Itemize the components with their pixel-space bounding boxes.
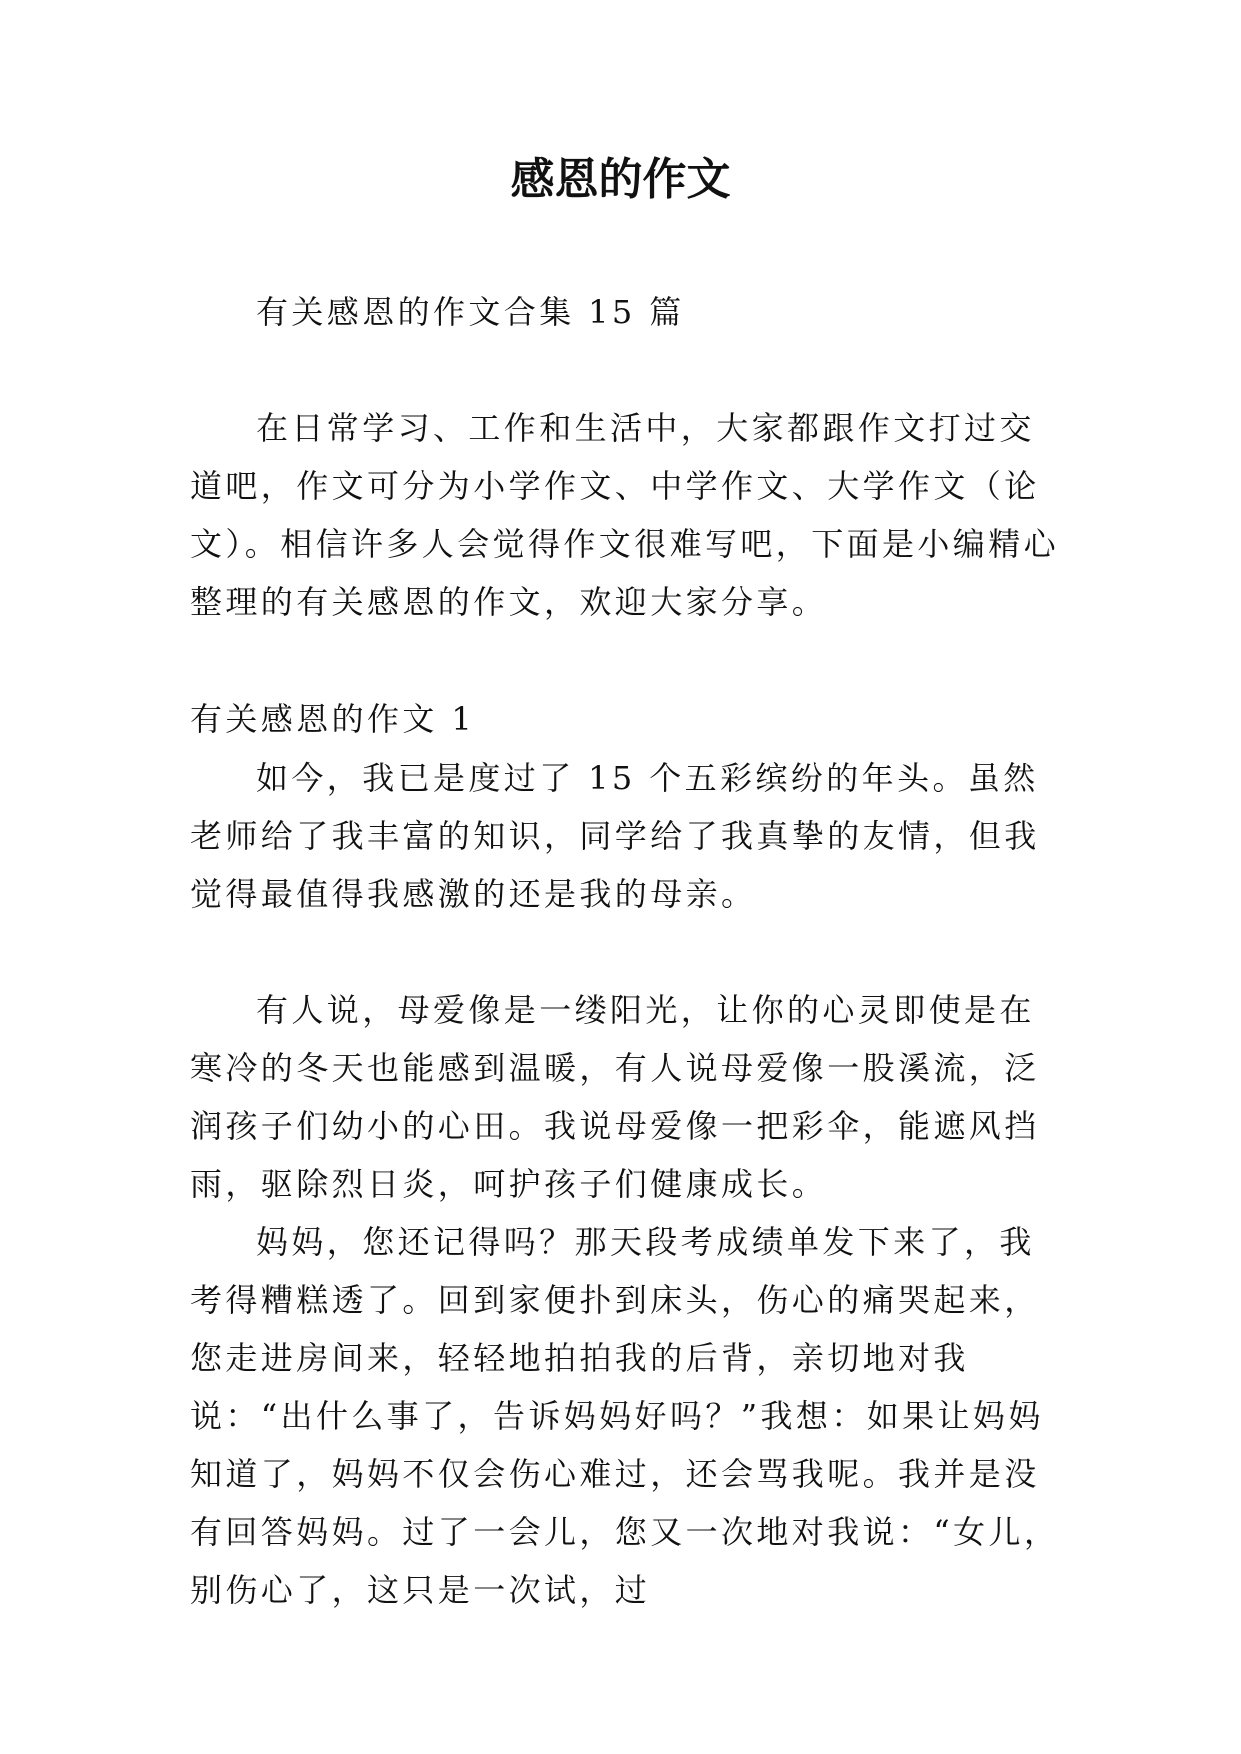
- section-heading: 有关感恩的作文 1: [190, 700, 476, 738]
- paragraph: 妈妈，您还记得吗？那天段考成绩单发下来了，我考得糟糕透了。回到家便扑到床头，伤心的痛哭起来，您走进房间来，轻轻地拍拍我的后背，亲切地对我说：“出什么事了，告诉妈妈好吗？”我想：如果让妈妈知道了，妈妈不仅会伤心难过，还会骂我呢。我并是没有回答妈妈。过了一会儿，您又一次地对我说：“女儿，别伤心了，这只是一次试，过: [190, 1223, 1060, 1609]
- document-subtitle: 有关感恩的作文合集 15 篇: [256, 293, 685, 331]
- paragraph: 有人说，母爱像是一缕阳光，让你的心灵即使是在寒冷的冬天也能感到温暖，有人说母爱像一股溪流，泛润孩子们幼小的心田。我说母爱像一把彩伞，能遮风挡雨，驱除烈日炎，呵护孩子们健康成长。: [190, 991, 1040, 1203]
- intro-paragraph: 在日常学习、工作和生活中，大家都跟作文打过交道吧，作文可分为小学作文、中学作文、大学作文（论文）。相信许多人会觉得作文很难写吧，下面是小编精心整理的有关感恩的作文，欢迎大家分享。: [190, 409, 1060, 621]
- paragraph: 如今，我已是度过了 15 个五彩缤纷的年头。虽然老师给了我丰富的知识，同学给了我真挚的友情，但我觉得最值得我感激的还是我的母亲。: [190, 759, 1040, 913]
- document-title: 感恩的作文: [510, 154, 731, 205]
